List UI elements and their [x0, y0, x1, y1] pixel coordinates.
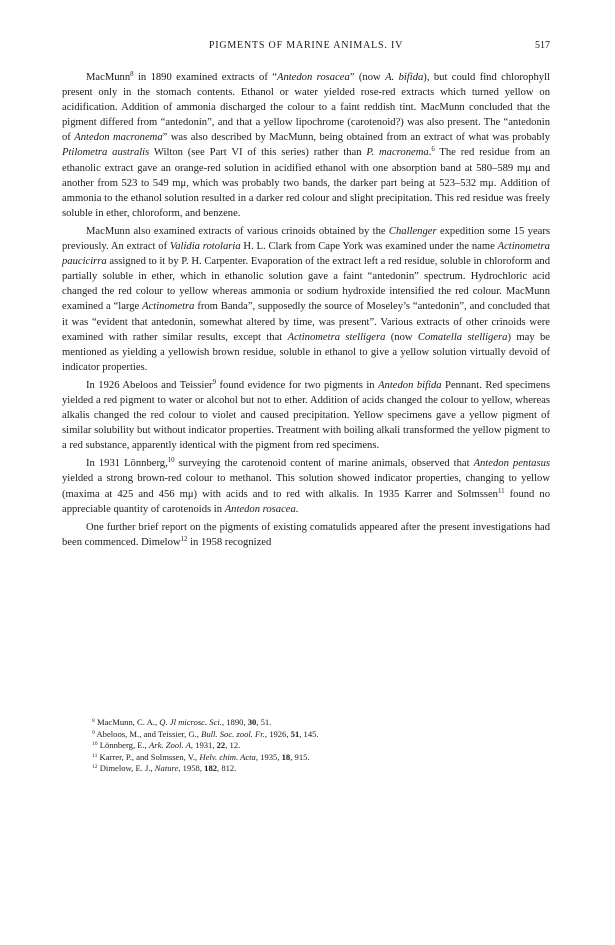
paragraph-3: [62, 378, 550, 453]
footnote-ref: 10: [167, 457, 175, 465]
text-run: Karrer, P., and Solmssen, V.,: [97, 751, 200, 762]
footnote: [92, 729, 550, 741]
text-run: One further brief report on the pigments of existing comatulids appeared after the present investigations had been commenced. Dimelow: [62, 521, 550, 548]
species-name: Antedon rosacea: [276, 72, 350, 83]
text-run: H. L. Clark from Cape York was examined under the name: [240, 241, 498, 253]
journal-name: Nature: [154, 763, 179, 773]
species-name: Actinometra stelligera: [287, 331, 386, 343]
text-run: , 1926,: [264, 728, 291, 739]
text-run: from Banda”, supposedly the source of Moseley’s “antedonin”, and concluded that it was “evident that antedonin, somewhat altered by time, was present”. Various extracts of other crinoids were examined with rather similar results, except that: [62, 301, 550, 343]
text-run: assigned to it by P. H. Carpenter. Evaporation of the extract left a red residue, soluble in chloroform and partially soluble in ether, which in ethanolic solution gave a faint “antedonin” spectrum. Hydrochloric acid changed the red colour to yellow whereas ammonia or sodium hydroxide intensified the red colour. MacMunn examined a “large: [62, 256, 550, 313]
text-run: , 1931,: [190, 740, 217, 750]
footnotes: [92, 717, 550, 775]
journal-name: Ark. Zool. A: [148, 740, 191, 750]
paragraph-2: [62, 224, 550, 375]
text-run: Lönnberg, E.,: [97, 740, 149, 750]
text-run: found evidence for two pigments in: [216, 379, 379, 391]
text-run: Pennant. Red specimens yielded a red pigment to water or alcohol but not to ether. Addition of acids changed the colour to yellow, whereas alkalis changed the red colour to violet and caused precipitation. Yellow specimens gave a yellow pigment of similar solubility but without indicator properties. Treatment with boiling alkali transformed the yellow pigment to a red substance, apparently identical with the pigment from red specimens.: [62, 379, 550, 452]
text-run: .: [428, 147, 432, 159]
volume-number: 22: [216, 740, 226, 750]
species-name: Antedon macronema: [74, 132, 163, 144]
expedition-name: Challenger: [388, 225, 437, 237]
volume-number: 182: [204, 763, 218, 773]
footnote-ref: 8: [130, 71, 134, 79]
text-run: Wilton (see Part VI of this series) rather than: [149, 147, 367, 159]
footnote-ref: 9: [212, 379, 216, 387]
journal-name: Helv. chim. Acta: [199, 751, 256, 762]
footnote-ref: 12: [180, 536, 188, 544]
body-text: [62, 70, 550, 553]
species-name: Comatella stelligera: [417, 331, 508, 343]
page-number: 517: [535, 40, 550, 51]
volume-number: 51: [290, 728, 300, 739]
footnote-number: 10: [92, 740, 98, 747]
text-run: , 915.: [290, 751, 310, 762]
text-run: In 1926 Abeloos and Teissier: [86, 379, 213, 391]
text-run: The red residue from an ethanolic extract gave an orange-red solution in acidified ethanol with one absorption band at 580–589 mμ and another from 523 to 549 mμ, which was probably two bands, the darker part being at 523–532 mμ. Addition of ammonia to the ethanol solution resulted in a darker red colour and slight precipitation. This red residue was freely soluble in ether, chloroform, and benzene.: [62, 147, 550, 219]
species-name: Actinometra paucicirra: [62, 241, 550, 268]
text-run: Abeloos, M., and Teissier, G.,: [94, 728, 202, 739]
footnote-number: 8: [92, 717, 95, 724]
species-name: Antedon pentasus: [473, 458, 550, 470]
volume-number: 30: [247, 717, 257, 727]
footnote: [92, 763, 550, 775]
text-run: , 812.: [217, 763, 237, 773]
footnote-number: 12: [92, 763, 98, 770]
running-title: PIGMENTS OF MARINE ANIMALS. IV: [208, 40, 404, 51]
footnote-number: 11: [92, 752, 98, 759]
text-run: MacMunn: [86, 72, 131, 83]
footnote: [92, 752, 550, 764]
text-run: ” was also described by MacMunn, being obtained from an extract of what was probably: [162, 132, 550, 144]
footnote-ref: 6: [431, 146, 435, 154]
paragraph-1: [62, 70, 550, 221]
text-run: , 1958,: [178, 763, 205, 773]
text-run: in 1890 examined extracts of “: [133, 72, 277, 83]
text-run: surveying the carotenoid content of marine animals, observed that: [174, 458, 474, 470]
text-run: (now: [385, 331, 418, 343]
text-run: , 12.: [225, 740, 241, 750]
species-name: Antedon rosacea: [224, 503, 296, 515]
text-run: Dimelow, E. J.,: [97, 763, 155, 773]
species-name: A. bifida: [385, 72, 424, 83]
text-run: ” (now: [349, 72, 386, 83]
text-run: , 145.: [299, 728, 319, 739]
species-name: P. macronema: [366, 147, 429, 159]
journal-name: Q. Jl microsc. Sci.: [159, 717, 222, 727]
text-run: .: [295, 503, 299, 515]
footnote: [92, 740, 550, 752]
species-name: Validia rotolaria: [169, 241, 241, 253]
journal-name: Bull. Soc. zool. Fr.: [201, 728, 265, 739]
text-run: ), but could find chlorophyll present only in the stomach contents. Ethanol or water yielded rose-red extracts which turned yellow on acidification. Addition of ammonia discharged the colour to a faint reddish tint. MacMunn concluded that the pigment differed from “antedonin”, and that a yellow lipochrome (carotenoid?) was also present. The “antedonin of: [62, 72, 550, 144]
text-run: , 1890,: [221, 717, 248, 727]
paragraph-5: [62, 520, 550, 550]
species-name: Ptilometra australis: [62, 147, 150, 159]
footnote: [92, 717, 550, 729]
footnote-number: 9: [92, 729, 95, 736]
species-name: Actinometra: [142, 301, 195, 313]
volume-number: 18: [281, 751, 291, 762]
text-run: in 1958 recognized: [187, 536, 272, 548]
text-run: found no appreciable quantity of carotenoids in: [62, 488, 550, 515]
text-run: In 1931 Lönnberg,: [86, 458, 168, 470]
text-run: , 1935,: [255, 751, 282, 762]
text-run: , 51.: [256, 717, 272, 727]
text-run: expedition some 15 years previously. An extract of: [62, 225, 550, 253]
text-run: MacMunn also examined extracts of various crinoids obtained by the: [86, 225, 389, 237]
species-name: Antedon bifida: [378, 379, 442, 391]
text-run: yielded a strong brown-red colour to methanol. This solution showed indicator properties, changing to yellow (maxima at 425 and 456 mμ) with acids and to red with alkalis. In 1935 Karrer and Solmssen: [62, 473, 550, 500]
paragraph-4: [62, 456, 550, 516]
text-run: ) may be mentioned as yielding a yellowish brown residue, soluble in ethanol to give a yellow solution virtually devoid of indicator properties.: [62, 331, 550, 373]
text-run: MacMunn, C. A.,: [94, 717, 160, 727]
running-header: [62, 40, 550, 54]
footnote-ref: 11: [497, 487, 505, 495]
